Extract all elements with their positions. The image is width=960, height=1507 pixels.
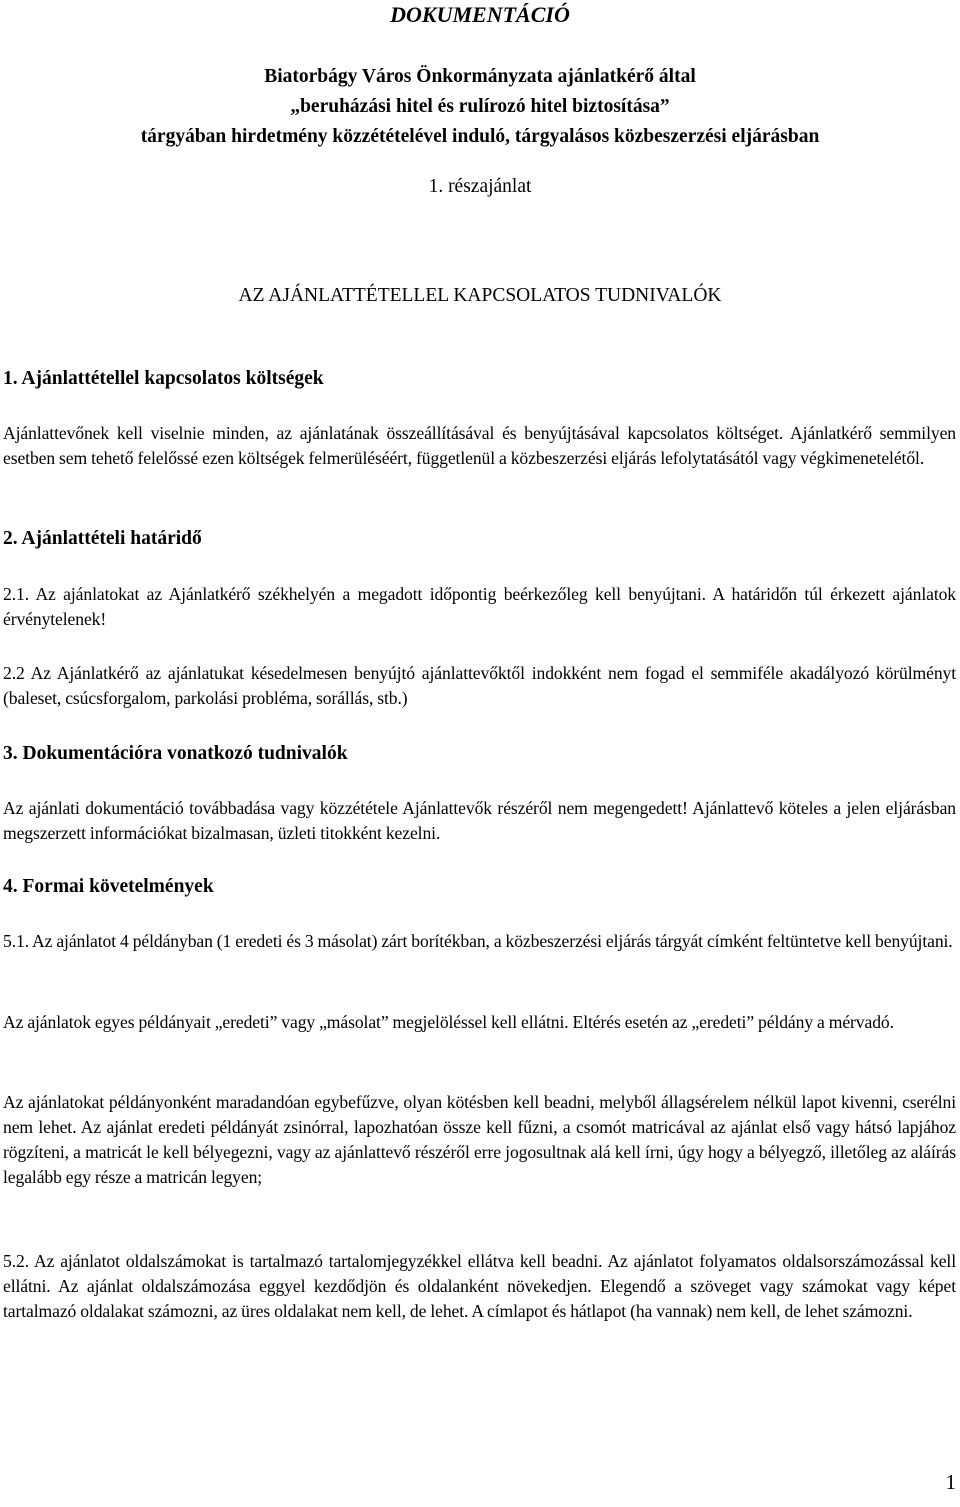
page-number: 1 xyxy=(945,1470,956,1494)
header-line: tárgyában hirdetmény közzétételével induló, tárgyalásos közbeszerzési eljárásban xyxy=(140,126,820,147)
paragraph: 5.2. Az ajánlatot oldalszámokat is tartalmazó tartalomjegyzékkel ellátva kell beadni. Az ajánlatot folyamatos oldalsorszámozással kell ellátni. Az ajánlat oldalszámozása eggyel kezdődjön és oldalanként növekedjen. Elegendő a szöveget vagy számokat vagy képet tartalmazó oldalakat számozni, az üres oldalakat nem kell, de lehet. A címlapot és hátlapot (ha vannak) nem kell, de lehet számozni. xyxy=(3,1251,956,1321)
section-heading: 1. Ajánlattétellel kapcsolatos költségek xyxy=(3,368,324,389)
paragraph: Az ajánlati dokumentáció továbbadása vagy közzététele Ajánlattevők részéről nem megengedett! Ajánlattevő köteles a jelen eljárásban megszerzett információkat bizalmasan, üzleti titokként kezelni. xyxy=(3,798,956,843)
header-line: Biatorbágy Város Önkormányzata ajánlatkérő által xyxy=(264,66,696,87)
paragraph: 2.1. Az ajánlatokat az Ajánlatkérő székhelyén a megadott időpontig beérkezőleg kell benyújtani. A határidőn túl érkezett ajánlatok érvénytelenek! xyxy=(3,584,956,629)
section-title: AZ AJÁNLATTÉTELLEL KAPCSOLATOS TUDNIVALÓK xyxy=(238,285,722,306)
document-header xyxy=(0,62,960,152)
paragraph: Az ajánlatokat példányonként maradandóan egybefűzve, olyan kötésben kell beadni, melyből állagsérelem nélkül lapot kivenni, cserélni nem lehet. Az ajánlat eredeti példányát zsinórral, lapozhatóan össze kell fűzni, a csomót matricával az ajánlat első vagy hátsó lapjához rögzíteni, a matricát le kell bélyegezni, vagy az ajánlattevő részéről erre jogosultnak alá kell írni, úgy hogy a bélyegző, illetőleg az aláírás legalább egy része a matricán legyen; xyxy=(3,1092,956,1187)
section-heading: 2. Ajánlattételi határidő xyxy=(3,528,202,549)
paragraph: Ajánlattevőnek kell viselnie minden, az ajánlatának összeállításával és benyújtásával kapcsolatos költséget. Ajánlatkérő semmilyen esetben sem tehető felelőssé ezen költségek felmerüléséért, függetlenül a közbeszerzési eljárás lefolytatásától vagy végkimenetelétől. xyxy=(3,423,956,468)
section-heading: 3. Dokumentációra vonatkozó tudnivalók xyxy=(3,743,348,764)
paragraph: 5.1. Az ajánlatot 4 példányban (1 eredeti és 3 másolat) zárt borítékban, a közbeszerzési eljárás tárgyát címként feltüntetve kell benyújtani. xyxy=(3,931,953,951)
paragraph: Az ajánlatok egyes példányait „eredeti” vagy „másolat” megjelöléssel kell ellátni. Eltérés esetén az „eredeti” példány a mérvadó. xyxy=(3,1012,894,1032)
paragraph: 2.2 Az Ajánlatkérő az ajánlatukat késedelmesen benyújtó ajánlattevőktől indokként nem fogad el semmiféle akadályozó körülményt (baleset, csúcsforgalom, parkolási probléma, sorállás, stb.) xyxy=(3,663,956,708)
section-heading: 4. Formai követelmények xyxy=(3,876,214,897)
header-line: „beruházási hitel és rulírozó hitel biztosítása” xyxy=(290,96,670,117)
document-title: DOKUMENTÁCIÓ xyxy=(390,2,570,27)
part-label: 1. részajánlat xyxy=(428,176,532,197)
